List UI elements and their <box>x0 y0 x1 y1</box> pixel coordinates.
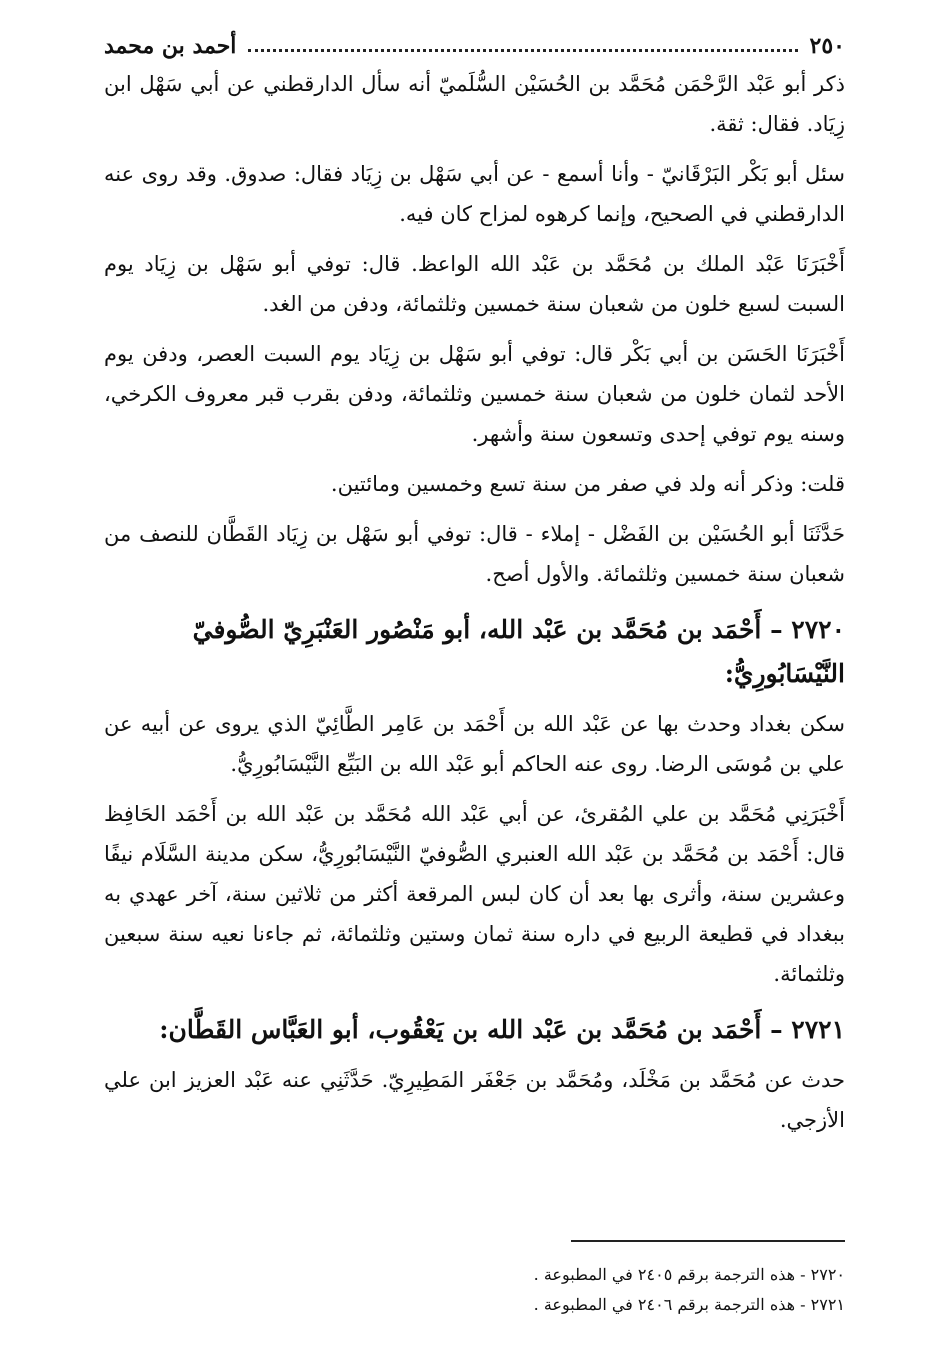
page-number: ٢٥٠ <box>809 33 845 59</box>
footnotes <box>105 1260 845 1320</box>
header-dotted-leader <box>248 49 797 52</box>
page-header <box>104 28 845 64</box>
paragraph-8: أَخْبَرَنِي مُحَمَّد بن علي المُقرئ، عن أبي عَبْد الله مُحَمَّد بن عَبْد الله بن أَحْمَد الحَافِظ قال: أَحْمَد بن مُحَمَّد بن عَبْد الله العنبري الصُّوفيّ النَّيْسَابُورِيُّ، سكن مدينة السَّلَام نيفًا وعشرين سنة، وأثرى بها بعد أن كان لبس المرقعة أكثر من ثلاثين سنة، آخر عهدي به ببغداد في قطيعة الربيع في داره سنة ثمان وستين وثلثمائة، ثم جاءنا نعيه سنة سبعين وثلثمائة. <box>104 802 845 986</box>
entry-heading-2721: ٢٧٢١ – أَحْمَد بن مُحَمَّد بن عَبْد الله بن يَعْقُوب، أبو العَبَّاس القَطَّان: <box>159 1015 845 1044</box>
paragraph-9: حدث عن مُحَمَّد بن مَخْلَد، ومُحَمَّد بن جَعْفَر المَطِيرِيّ. حَدَّثَنِي عنه عَبْد العزيز ابن علي الأزجي. <box>104 1068 845 1132</box>
paragraph-1: ذكر أبو عَبْد الرَّحْمَن مُحَمَّد بن الحُسَيْن السُّلَميّ أنه سأل الدارقطني عن أبي سَهْل ابن زِيَاد. فقال: ثقة. <box>104 72 845 136</box>
paragraph-5: قلت: وذكر أنه ولد في صفر من سنة تسع وخمسين ومائتين. <box>330 472 845 496</box>
paragraph-2: سئل أبو بَكْر البَرْقَانيّ - وأنا أسمع - عن أبي سَهْل بن زِيَاد فقال: صدوق. وقد روى عنه الدارقطني في الصحيح، وإنما كرهوه لمزاح كان فيه. <box>104 162 845 226</box>
footnote-1: ٢٧٢٠ - هذه الترجمة برقم ٢٤٠٥ في المطبوعة . <box>533 1265 845 1284</box>
paragraph-6: حَدَّثَنَا أبو الحُسَيْن بن الفَضْل - إملاء - قال: توفي أبو سَهْل بن زِيَاد القَطَّان للنصف من شعبان سنة خمسين وثلثمائة. والأول أصح. <box>104 522 845 586</box>
paragraph-3: أَخْبَرَنَا عَبْد الملك بن مُحَمَّد بن عَبْد الله الواعظ. قال: توفي أبو سَهْل بن زِيَاد يوم السبت لسبع خلون من شعبان سنة خمسين وثلثمائة، ودفن من الغد. <box>104 252 845 316</box>
footnote-2: ٢٧٢١ - هذه الترجمة برقم ٢٤٠٦ في المطبوعة . <box>533 1295 845 1314</box>
running-title: أحمد بن محمد <box>104 33 237 59</box>
footnote-divider <box>571 1240 845 1242</box>
paragraph-7: سكن بغداد وحدث بها عن عَبْد الله بن أَحْمَد بن عَامِر الطَّائِيّ الذي يروى عن أبيه عن علي بن مُوسَى الرضا. روى عنه الحاكم أبو عَبْد الله بن البَيِّع النَّيْسَابُورِيُّ. <box>104 712 845 776</box>
entry-heading-2720: ٢٧٢٠ – أَحْمَد بن مُحَمَّد بن عَبْد الله، أبو مَنْصُور العَنْبَرِيّ الصُّوفيّ النَّيْسَابُورِيُّ: <box>192 615 845 688</box>
paragraph-4: أَخْبَرَنَا الحَسَن بن أبي بَكْر قال: توفي أبو سَهْل بن زِيَاد يوم السبت العصر، ودفن يوم الأحد لثمان خلون من شعبان سنة خمسين وثلثمائة، ودفن بقرب قبر معروف الكرخي، وسنه يوم توفي إحدى وتسعون سنة وأشهر. <box>104 342 845 446</box>
